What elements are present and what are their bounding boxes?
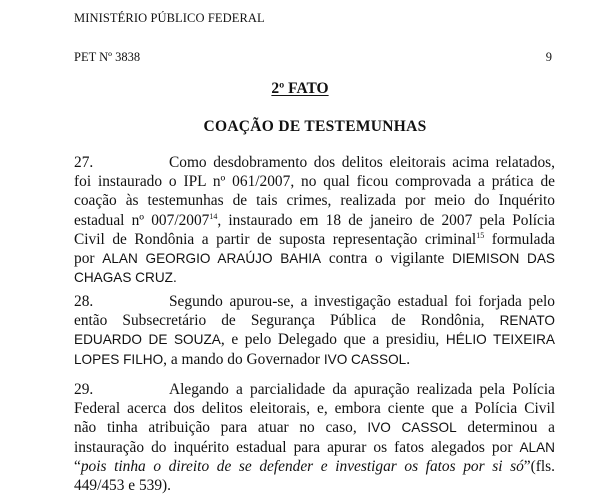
paragraph-line xyxy=(74,211,555,230)
paragraph-line xyxy=(74,438,555,457)
paragraph-line xyxy=(74,172,555,191)
paragraph-line xyxy=(74,330,555,349)
person-name: RENATO xyxy=(499,313,555,329)
person-name: CHAGAS CRUZ. xyxy=(74,270,177,286)
fato-title xyxy=(0,80,600,98)
paragraph-text: instauração do inquérito estadual para apurar os fatos alegados por xyxy=(74,438,520,456)
paragraph-28 xyxy=(74,292,555,369)
paragraph-number: 28. xyxy=(74,293,94,310)
paragraph-text: contra o vigilante xyxy=(321,249,453,267)
footnote-ref-15[interactable]: 15 xyxy=(476,230,485,240)
paragraph-text: Segundo apurou-se, a investigação estadual foi forjada pelo xyxy=(169,293,555,310)
paragraph-text: estadual nº 007/2007 xyxy=(74,211,210,229)
paragraph-line xyxy=(74,268,555,287)
paragraph-line xyxy=(74,399,555,418)
paragraph-text: Alegando a parcialidade da apuração realizada pela Polícia xyxy=(169,381,555,398)
section-title: COAÇÃO DE TESTEMUNHAS xyxy=(203,118,427,135)
paragraph-line xyxy=(74,292,555,311)
paragraph-line xyxy=(74,249,555,268)
person-name: ALAN xyxy=(519,439,555,455)
paragraph-text: “ xyxy=(74,457,81,475)
paragraph-text: 449/453 e 539). xyxy=(74,476,172,494)
header-organization: MINISTÉRIO PÚBLICO FEDERAL xyxy=(74,11,265,25)
paragraph-line xyxy=(74,418,555,437)
paragraph-line xyxy=(74,476,555,495)
paragraph-line xyxy=(74,230,555,249)
paragraph-line xyxy=(74,311,555,330)
paragraph-number: 29. xyxy=(74,381,94,398)
paragraph-29 xyxy=(74,380,555,495)
paragraph-line xyxy=(74,380,555,399)
person-name: IVO CASSOL xyxy=(367,420,457,436)
paragraph-text: Civil de Rondônia a partir de suposta representação criminal xyxy=(74,230,477,248)
paragraph-text: Como desdobramento dos delitos eleitorais acima relatados, xyxy=(169,154,555,171)
header-petition-number: PET Nº 3838 xyxy=(74,50,141,64)
paragraph-text: por xyxy=(74,249,103,267)
paragraph-text: determinou a xyxy=(456,419,555,437)
paragraph-number: 27. xyxy=(74,154,94,171)
paragraph-text: , instaurado em 18 de janeiro de 2007 pela Polícia xyxy=(217,211,555,229)
paragraph-text: ”(fls. xyxy=(523,457,555,475)
paragraph-text: Federal acerca dos delitos eleitorais, e, embora ciente que a Polícia Civil xyxy=(74,400,555,418)
person-name: IVO CASSOL xyxy=(323,351,407,367)
paragraph-line xyxy=(74,191,555,210)
fato-title-text: 2º FATO xyxy=(271,80,329,97)
paragraph-text: formulada xyxy=(484,230,555,248)
person-name: ALAN GEORGIO ARAÚJO BAHIA xyxy=(102,250,322,266)
person-name: EDUARDO DE SOUZA xyxy=(74,332,221,348)
paragraph-line xyxy=(74,153,555,172)
person-name: HÉLIO TEIXEIRA xyxy=(445,332,555,348)
paragraph-text: foi instaurado o IPL nº 061/2007, no qual ficou comprovada a prática de xyxy=(74,173,555,191)
paragraph-text: então Subsecretário de Segurança Pública de Rondônia, xyxy=(74,312,500,330)
footnote-ref-14[interactable]: 14 xyxy=(209,211,218,221)
paragraph-text: . xyxy=(406,350,411,368)
paragraph-text: não tinha atribuição para atuar no caso, xyxy=(74,419,368,437)
paragraph-27 xyxy=(74,153,555,287)
paragraph-text: , e pelo Delegado que a presidiu, xyxy=(220,331,446,349)
paragraph-line xyxy=(74,457,555,476)
paragraph-text: coação às testemunhas de tais crimes, realizada por meio do Inquérito xyxy=(74,192,555,210)
person-name: LOPES FILHO xyxy=(74,351,164,367)
paragraph-text: , a mando do Governador xyxy=(163,350,324,368)
quoted-text: pois tinha o direito de se defender e investigar os fatos por si só xyxy=(80,457,524,475)
person-name: DIEMISON DAS xyxy=(452,250,555,266)
paragraph-line xyxy=(74,350,555,369)
header-page-number: 9 xyxy=(545,50,552,64)
